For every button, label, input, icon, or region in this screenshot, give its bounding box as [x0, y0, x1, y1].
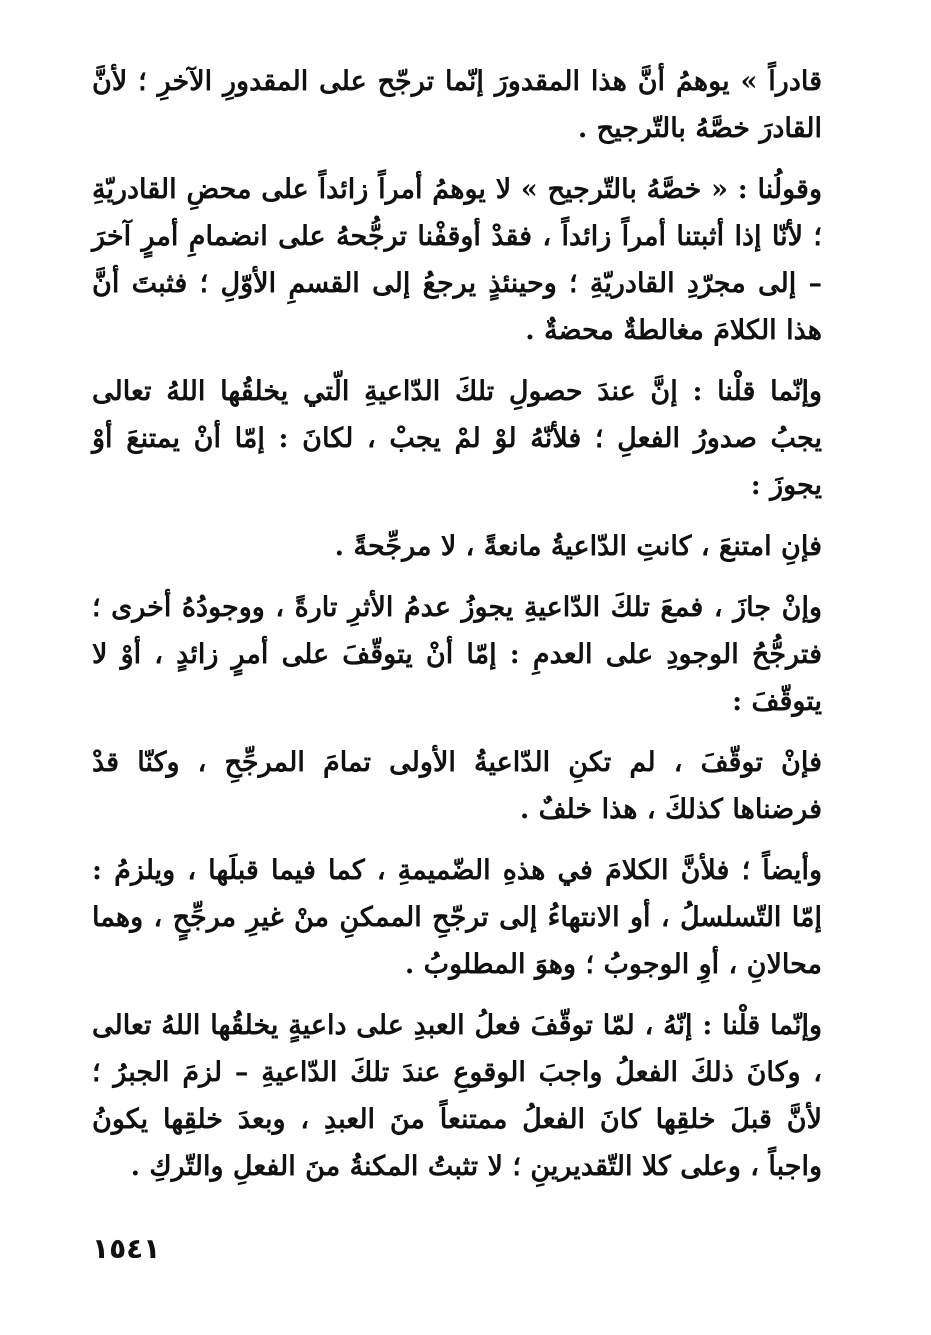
paragraph-7: وأيضاً ؛ فلأنَّ الكلامَ في هذهِ الضّميمةِ ، كما فيما قبلَها ، ويلزمُ : إمّا التّسلسلُ ، أو الانتهاءُ إلى ترجّحِ الممكنِ منْ غيرِ مرجِّحٍ ، وهما محالانِ ، أوِ الوجوبُ ؛ وهوَ المطلوبُ . — [92, 855, 822, 980]
paragraph-4: فإنِ امتنعَ ، كانتِ الدّاعيةُ مانعةً ، لا مرجِّحةً . — [334, 531, 822, 562]
paragraph-3: وإنّما قلْنا : إنَّ عندَ حصولِ تلكَ الدّاعيةِ الّتي يخلقُها اللهُ تعالى يجبُ صدورُ الفعلِ ؛ فلأنّهُ لوْ لمْ يجبْ ، لكانَ : إمّا أنْ يمتنعَ أوْ يجوزَ : — [92, 376, 822, 501]
paragraph-6: فإنْ توقّفَ ، لم تكنِ الدّاعيةُ الأولى تمامَ المرجِّحِ ، وكنّا قدْ فرضناها كذلكَ ، هذا خلفٌ . — [92, 747, 822, 825]
page-number: ١٥٤١ — [92, 1232, 161, 1265]
paragraph-5: وإنْ جازَ ، فمعَ تلكَ الدّاعيةِ يجوزُ عدمُ الأثرِ تارةً ، ووجودُهُ أخرى ؛ فترجُّحُ الوجودِ على العدمِ : إمّا أنْ يتوقّفَ على أمرٍ زائدٍ ، أوْ لا يتوقّفَ : — [92, 592, 822, 717]
body-text — [92, 58, 822, 1204]
paragraph-1: قادراً » يوهمُ أنَّ هذا المقدورَ إنّما ترجّح على المقدورِ الآخرِ ؛ لأنَّ القادرَ خصَّهُ بالتّرجيح . — [92, 66, 822, 144]
paragraph-8: وإنّما قلْنا : إنّهُ ، لمّا توقّفَ فعلُ العبدِ على داعيةٍ يخلقُها اللهُ تعالى ، وكانَ ذلكَ الفعلُ واجبَ الوقوعِ عندَ تلكَ الدّاعيةِ – لزمَ الجبرُ ؛ لأنَّ قبلَ خلقِها كانَ الفعلُ ممتنعاً منَ العبدِ ، وبعدَ خلقِها يكونُ واجباً ، وعلى كلا التّقديرينِ ؛ لا تثبتُ المكنةُ منَ الفعلِ والتّركِ . — [92, 1010, 822, 1182]
paragraph-2: وقولُنا : « خصَّهُ بالتّرجيح » لا يوهمُ أمراً زائداً على محضِ القادريّةِ ؛ لأنّا إذا أثبتنا أمراً زائداً ، فقدْ أوقفْنا ترجُّحهُ على انضمامِ أمرٍ آخرَ – إلى مجرّدِ القادريّةِ ؛ وحينئذٍ يرجعُ إلى القسمِ الأوّلِ ؛ فثبتَ أنَّ هذا الكلامَ مغالطةٌ محضةٌ . — [92, 174, 822, 346]
